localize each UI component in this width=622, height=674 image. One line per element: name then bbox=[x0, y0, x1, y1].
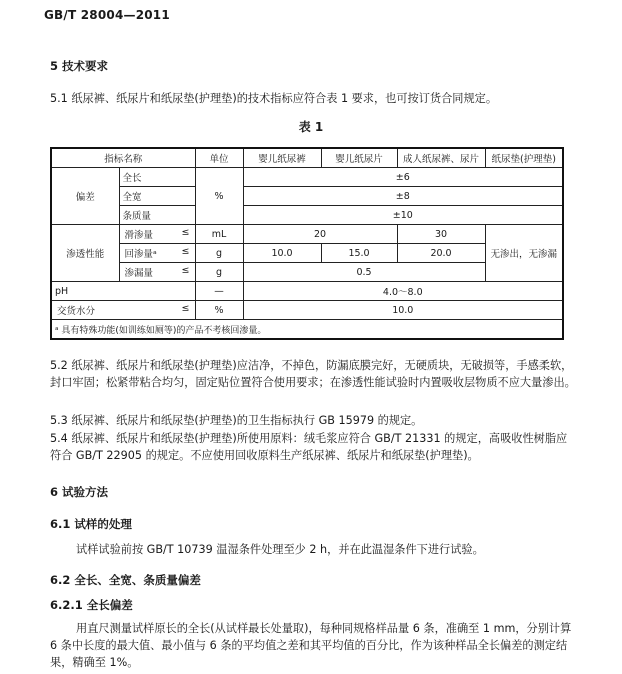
row-name bbox=[119, 225, 195, 244]
le-sign: ≤ bbox=[181, 265, 190, 276]
th-baby-diaper: 婴儿纸尿裤 bbox=[243, 148, 321, 168]
table-header-row bbox=[51, 148, 563, 168]
table-row bbox=[51, 206, 563, 225]
row-value: 4.0～8.0 bbox=[243, 282, 563, 301]
row-value: 30 bbox=[397, 225, 485, 244]
deviation-unit: % bbox=[195, 168, 243, 225]
table-row bbox=[51, 301, 563, 320]
section-6-2-1-title: 6.2.1 全长偏差 bbox=[50, 598, 133, 612]
row-unit: g bbox=[195, 244, 243, 263]
leak-name: 渗漏量 bbox=[124, 268, 154, 279]
section-6-1-title: 6.1 试样的处理 bbox=[50, 517, 132, 531]
ph-name: pH bbox=[51, 282, 195, 301]
row-name bbox=[119, 244, 195, 263]
row-value: 10.0 bbox=[243, 301, 563, 320]
row-value: 15.0 bbox=[321, 244, 397, 263]
perm-label: 渗透性能 bbox=[51, 225, 119, 282]
clause-5-2: 5.2 纸尿裤、纸尿片和纸尿垫(护理垫)应洁净，不掉色，防漏底膜完好，无硬质块，无破损等，手感柔软，封口牢固；松紧带粘合均匀，固定贴位置符合使用要求；在渗透性能试验时内置吸收层物质不应大量渗出。 bbox=[50, 359, 576, 389]
table-row bbox=[51, 225, 563, 244]
clause-6-2-1: 用直尺测量试样原长的全长(从试样最长处量取)，每种同规格样品量 6 条，准确至 1 mm，分别计算 6 条中长度的最大值、最小值与 6 条的平均值之差和其平均值的百分比，作为该种样品全长偏差的测定结果，精确至 1%。 bbox=[50, 622, 572, 669]
table-row bbox=[51, 187, 563, 206]
le-sign: ≤ bbox=[181, 303, 190, 314]
le-sign: ≤ bbox=[181, 246, 190, 257]
moisture-label: 交货水分 bbox=[57, 306, 96, 317]
section-6-title: 6 试验方法 bbox=[50, 485, 109, 499]
deviation-label: 偏差 bbox=[51, 168, 119, 225]
th-nursing-pad: 纸尿垫(护理垫) bbox=[485, 148, 563, 168]
table-footnote: ᵃ 具有特殊功能(如训练如厕等)的产品不考核回渗量。 bbox=[51, 320, 563, 340]
table-row bbox=[51, 168, 563, 187]
row-value: 20.0 bbox=[397, 244, 485, 263]
table-caption: 表 1 bbox=[298, 120, 324, 134]
rewet-name: 回渗量ᵃ bbox=[124, 249, 157, 260]
row-value: 0.5 bbox=[243, 263, 485, 282]
th-unit: 单位 bbox=[195, 148, 243, 168]
row-name bbox=[119, 263, 195, 282]
row-value: ±10 bbox=[243, 206, 563, 225]
th-adult: 成人纸尿裤、尿片 bbox=[397, 148, 485, 168]
row-name: 全长 bbox=[119, 168, 195, 187]
row-value: ±6 bbox=[243, 168, 563, 187]
row-value: ±8 bbox=[243, 187, 563, 206]
row-value: 10.0 bbox=[243, 244, 321, 263]
clause-5-3: 5.3 纸尿裤、纸尿片和纸尿垫(护理垫)的卫生指标执行 GB 15979 的规定。 bbox=[50, 414, 423, 427]
row-unit: — bbox=[195, 282, 243, 301]
table-row bbox=[51, 282, 563, 301]
spec-table bbox=[50, 147, 564, 340]
le-sign: ≤ bbox=[181, 227, 190, 238]
row-unit: mL bbox=[195, 225, 243, 244]
th-baby-pad: 婴儿纸尿片 bbox=[321, 148, 397, 168]
section-5-title: 5 技术要求 bbox=[50, 59, 109, 73]
th-indicator: 指标名称 bbox=[51, 148, 195, 168]
table-note-row bbox=[51, 320, 563, 340]
slip-name: 滑渗量 bbox=[124, 230, 154, 241]
row-name: 全宽 bbox=[119, 187, 195, 206]
clause-5-4: 5.4 纸尿裤、纸尿片和纸尿垫(护理垫)所使用原料：绒毛浆应符合 GB/T 21331 的规定，高吸收性树脂应符合 GB/T 22905 的规定。不应使用回收原料生产纸尿裤、纸尿片和纸尿垫(护理垫)。 bbox=[50, 432, 568, 462]
clause-6-1: 试样试验前按 GB/T 10739 温湿条件处理至少 2 h，并在此温湿条件下进行试验。 bbox=[76, 543, 484, 556]
clause-5-1: 5.1 纸尿裤、纸尿片和纸尿垫(护理垫)的技术指标应符合表 1 要求，也可按订货合同规定。 bbox=[50, 92, 498, 105]
row-name: 条质量 bbox=[119, 206, 195, 225]
row-unit: % bbox=[195, 301, 243, 320]
row-value: 20 bbox=[243, 225, 397, 244]
moisture-name bbox=[51, 301, 195, 320]
row-unit: g bbox=[195, 263, 243, 282]
standard-header: GB/T 28004—2011 bbox=[44, 8, 170, 22]
perm-pad-value: 无渗出，无渗漏 bbox=[485, 225, 563, 282]
section-6-2-title: 6.2 全长、全宽、条质量偏差 bbox=[50, 573, 201, 587]
